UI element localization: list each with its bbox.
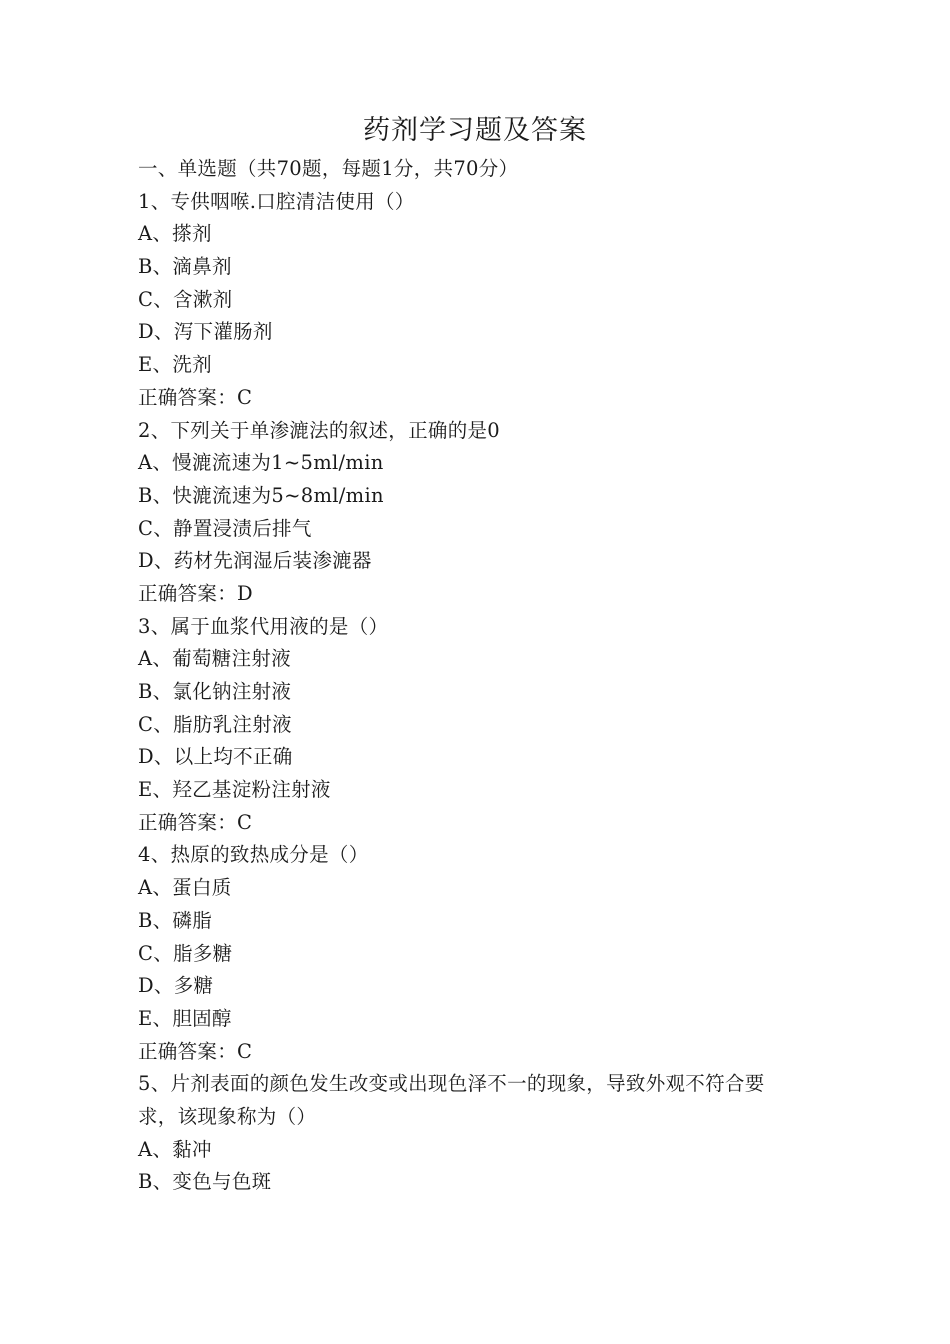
option-a: A、搽剂: [138, 222, 212, 246]
option-a: A、慢漉流速为1~5ml/min: [138, 451, 384, 475]
question-stem: 3、属于血浆代用液的是（）: [138, 614, 389, 638]
question-stem: 1、专供咽喉.口腔清洁使用（）: [138, 189, 415, 213]
option-d: D、以上均不正确: [138, 745, 293, 769]
option-d: D、泻下灌肠剂: [138, 320, 273, 344]
question-4: [138, 839, 808, 1068]
correct-answer: 正确答案：C: [138, 810, 253, 834]
option-a: A、黏冲: [138, 1137, 212, 1161]
option-c: C、静置浸渍后排气: [138, 516, 312, 540]
document-title: 药剂学习题及答案: [363, 115, 587, 146]
option-a: A、葡萄糖注射液: [138, 647, 291, 671]
option-b: B、变色与色斑: [138, 1170, 272, 1194]
question-2: [138, 415, 808, 611]
question-stem: 4、热原的致热成分是（）: [138, 843, 369, 867]
option-e: E、羟乙基淀粉注射液: [138, 778, 331, 802]
option-b: B、快漉流速为5~8ml/min: [138, 483, 384, 507]
correct-answer: 正确答案：C: [138, 385, 253, 409]
option-b: B、滴鼻剂: [138, 255, 232, 279]
correct-answer: 正确答案：C: [138, 1039, 253, 1063]
question-1: [138, 186, 808, 415]
option-c: C、脂多糖: [138, 941, 233, 965]
option-c: C、含漱剂: [138, 287, 233, 311]
document-body: [138, 153, 808, 1199]
correct-answer: 正确答案：D: [138, 581, 253, 605]
question-stem: 2、下列关于单渗漉法的叙述，正确的是0: [138, 418, 501, 442]
option-b: B、磷脂: [138, 908, 213, 932]
option-d: D、多糖: [138, 974, 214, 998]
question-3: [138, 611, 808, 840]
question-stem-line-1: 5、片剂表面的颜色发生改变或出现色泽不一的现象，导致外观不符合要: [138, 1072, 765, 1096]
option-a: A、蛋白质: [138, 876, 232, 900]
question-5: [138, 1068, 808, 1199]
option-c: C、脂肪乳注射液: [138, 712, 292, 736]
question-stem-line-2: 求，该现象称为（）: [138, 1104, 317, 1128]
option-e: E、胆固醇: [138, 1006, 232, 1030]
option-e: E、洗剂: [138, 353, 212, 377]
option-b: B、氯化钠注射液: [138, 680, 292, 703]
section-heading: 一、单选题（共70题，每题1分，共70分）: [138, 157, 519, 180]
option-d: D、药材先润湿后装渗漉器: [138, 549, 372, 573]
